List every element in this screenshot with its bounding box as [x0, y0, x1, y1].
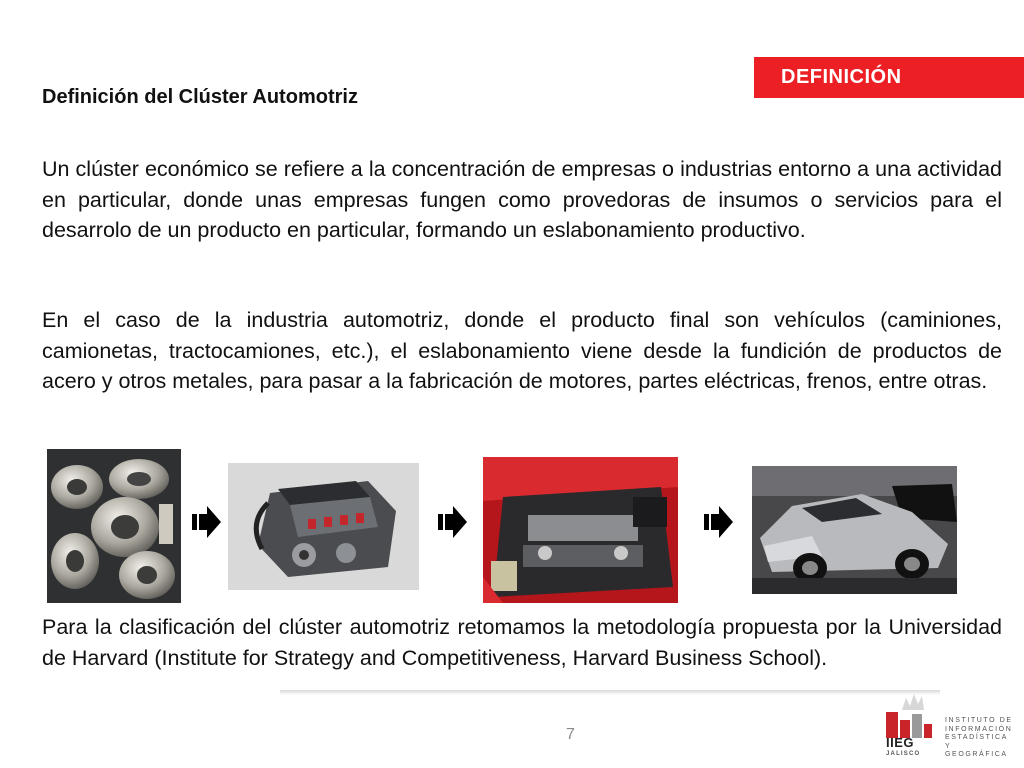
logo-region: JALISCO: [886, 751, 921, 757]
engine-bay-photo: [483, 457, 678, 603]
footer-divider: [280, 690, 940, 695]
paragraph-automotive-chain: En el caso de la industria automotriz, donde el producto final son vehículos (caminiones, camionetas, tractocamiones, etc.), el eslabonamiento viene desde la fundición de productos de acero y otros metales, para pasar a la fabricación de motores, partes eléctricas, frenos, entre otras.: [42, 308, 1002, 393]
section-tag: DEFINICIÓN: [754, 57, 1024, 98]
page-title: Definición del Clúster Automotriz: [42, 86, 358, 108]
logo-institute-name: INSTITUTO DE INFORMACIÓN ESTADÍSTICA Y GEOGRÁFICA: [945, 717, 1013, 758]
arrow-right-icon: [438, 505, 468, 539]
arrow-right-icon: [192, 505, 222, 539]
sports-car-photo: [752, 466, 957, 594]
paragraph-cluster-definition: Un clúster económico se refiere a la concentración de empresas o industrias entorno a una actividad en particular, donde unas empresas fungen como provedoras de insumos o servicios para el desarrolo de un producto en particular, formando un eslabonamiento productivo.: [42, 157, 1002, 242]
paragraph-methodology: Para la clasificación del clúster automotriz retomamos la metodología propuesta por la Universidad de Harvard (Institute for Strategy and Competitiveness, Harvard Business School).: [42, 615, 1002, 670]
logo-abbr: IIEG: [886, 735, 915, 750]
engine-photo: [228, 463, 419, 590]
page-number: 7: [566, 726, 575, 743]
arrow-right-icon: [704, 505, 734, 539]
metal-parts-photo: [47, 449, 181, 603]
